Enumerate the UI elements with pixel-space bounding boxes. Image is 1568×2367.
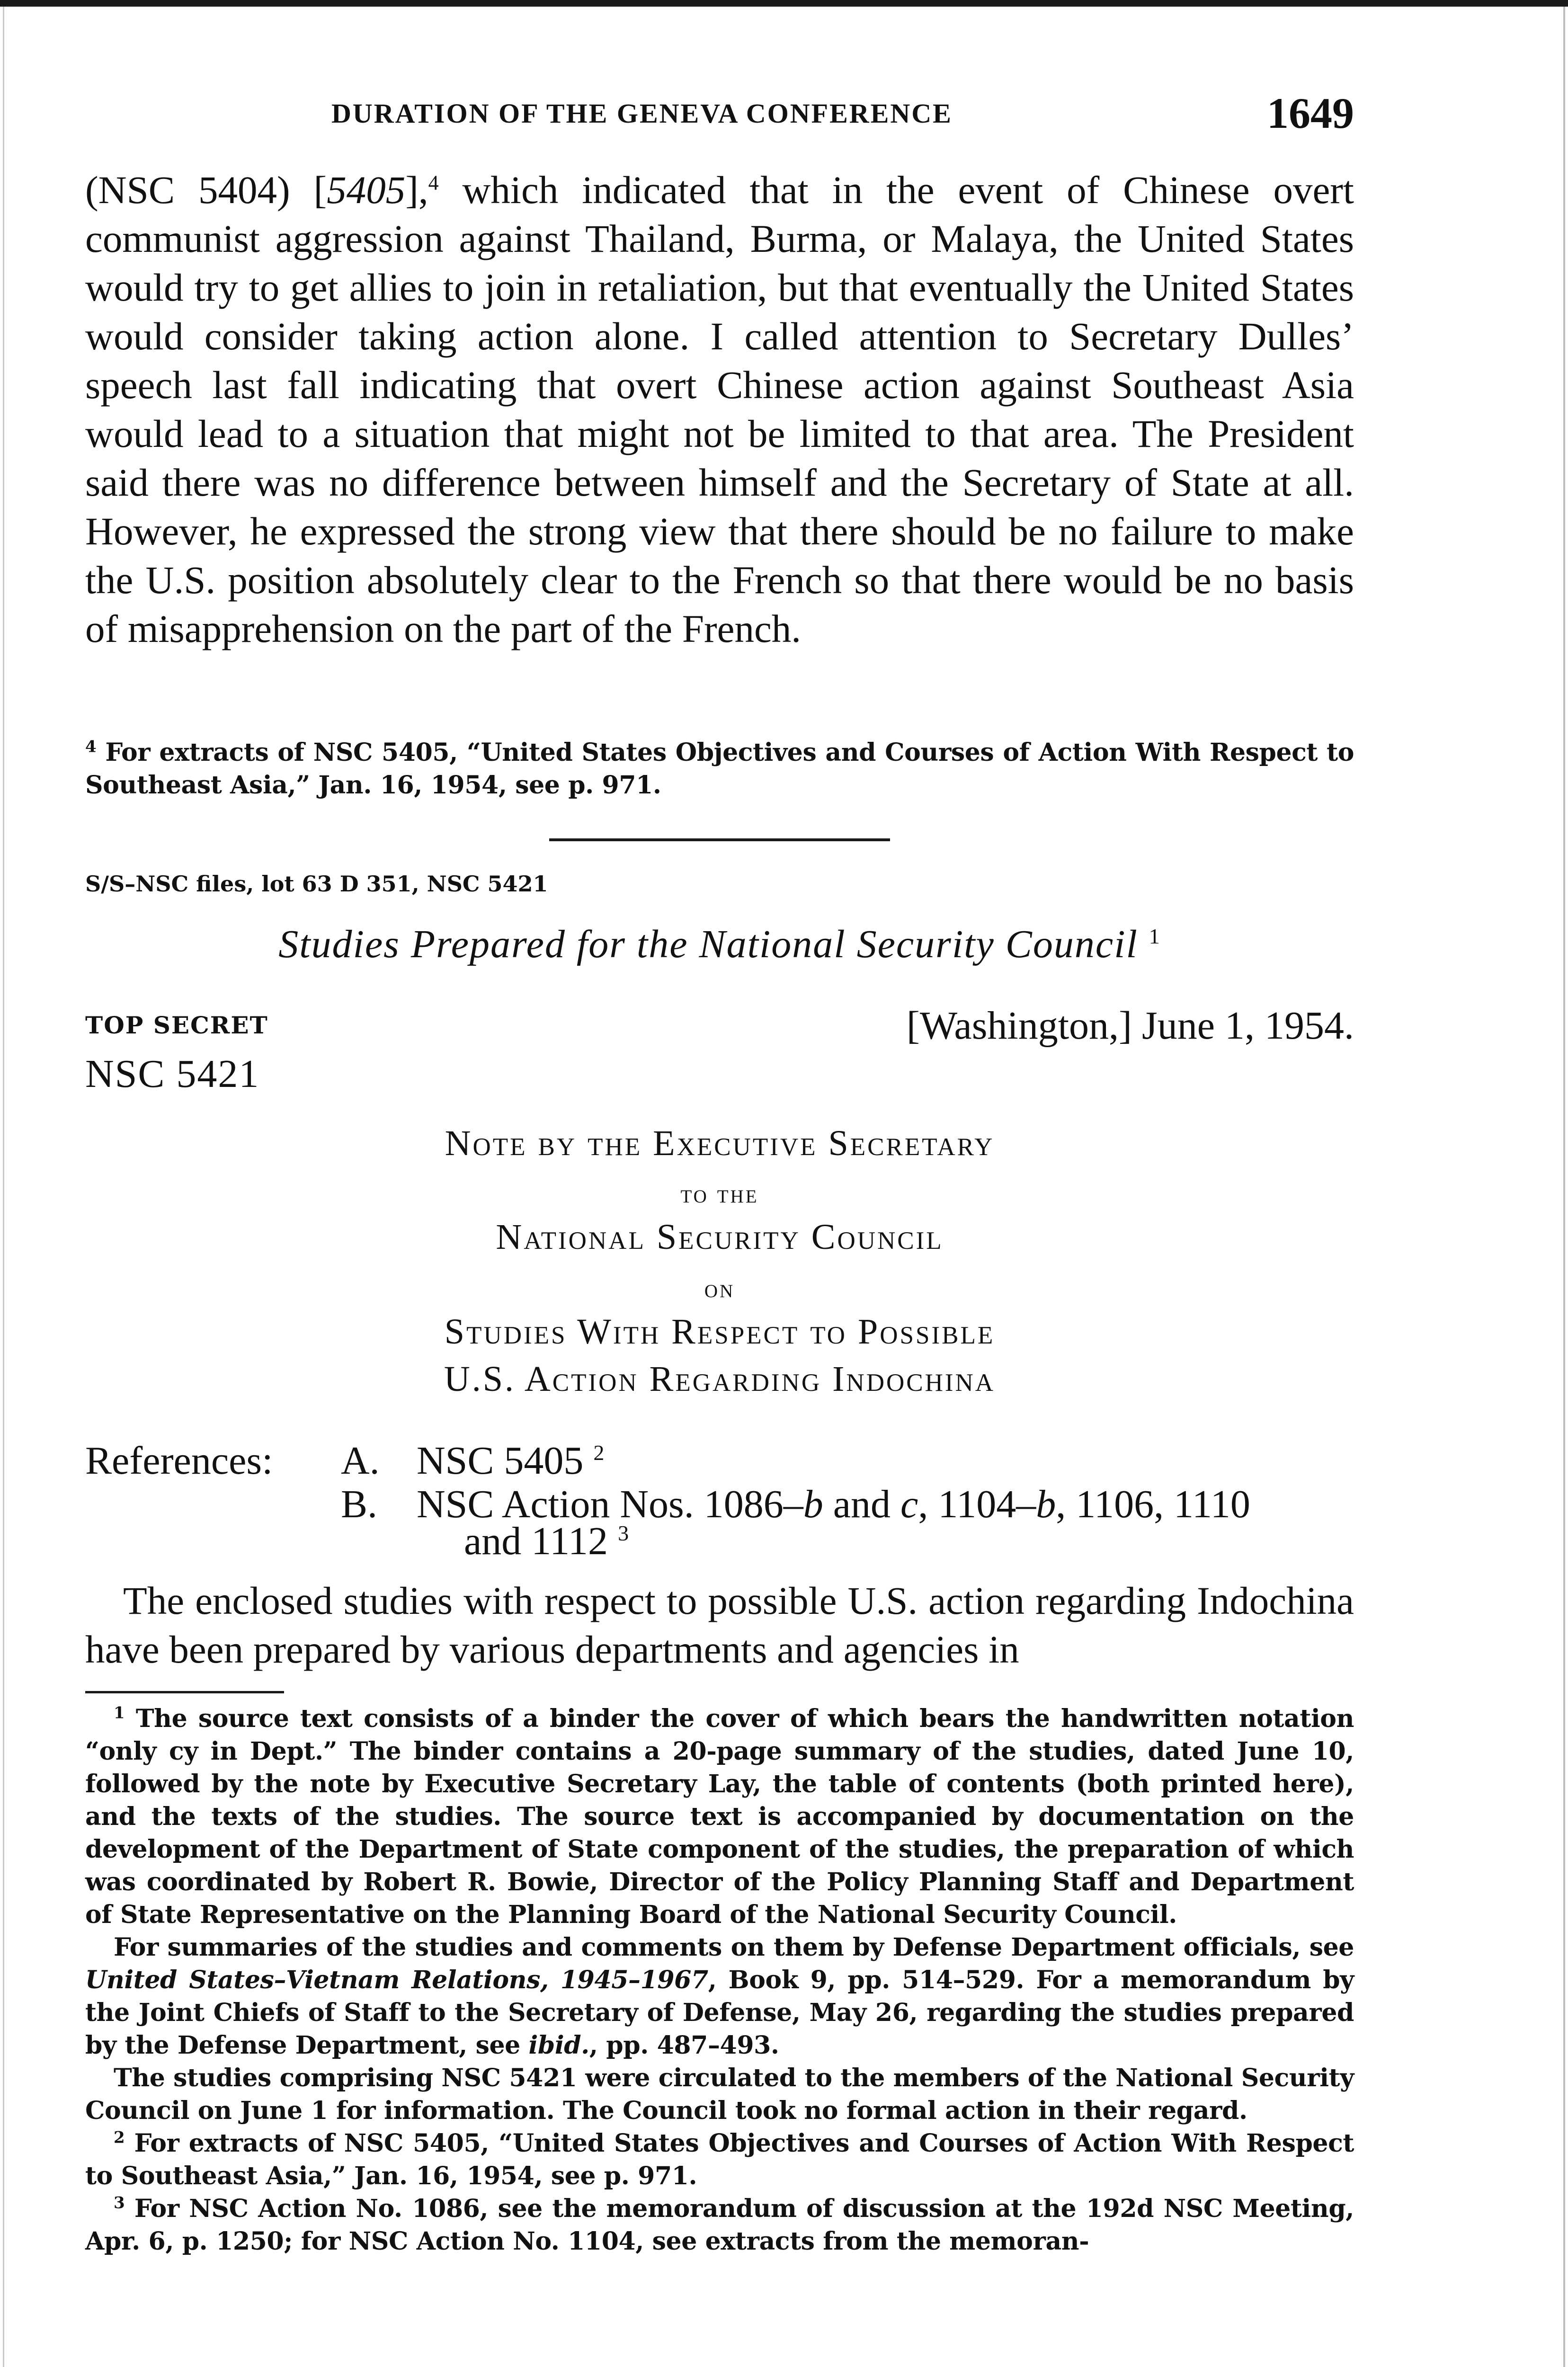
footnote-1-para-2 — [85, 1931, 1354, 2062]
scan-right-edge — [1563, 7, 1565, 2367]
footnote-mark: 2 — [593, 1441, 605, 1465]
running-head-title: DURATION OF THE GENEVA CONFERENCE — [331, 98, 953, 129]
footnote-text: , Book 9, pp. 514–529. For a memorandum by the Joint Chiefs of Staff to the Secretary of Defense, May 26, regarding the studies prepared by the Defense Department, see — [85, 1966, 1354, 2060]
scan-top-edge — [0, 0, 1568, 7]
note-heading-line: U.S. Action Regarding Indochina — [444, 1359, 996, 1399]
section-divider — [549, 838, 890, 841]
footnote-text: For extracts of NSC 5405, “United States Objectives and Courses of Action With Respect to Southeast Asia,” Jan. 16, 1954, see p. 971. — [85, 2129, 1354, 2190]
top-paragraph — [85, 166, 1354, 653]
reference-a — [417, 1439, 604, 1483]
note-heading-line: on — [704, 1274, 735, 1303]
reference-b-text: NSC Action Nos. 1086– — [417, 1482, 803, 1526]
top-paragraph-text: ], — [405, 168, 428, 212]
classification: TOP SECRET — [85, 1011, 268, 1039]
footnotes-block — [85, 1702, 1354, 2258]
reference-a-letter: A. — [341, 1439, 380, 1483]
source-reference: S/S–NSC files, lot 63 D 351, NSC 5421 — [85, 871, 548, 897]
footnote-mark: 4 — [85, 737, 97, 756]
italic-ref: 5405 — [327, 168, 406, 212]
footnote-text: For NSC Action No. 1086, see the memorandum of discussion at the 192d NSC Meeting, Apr. 6, p. 1250; for NSC Action No. 1104, see extracts from the memoran- — [85, 2194, 1354, 2256]
page-number: 1649 — [1267, 89, 1354, 137]
footnote-mark: 3 — [114, 2193, 125, 2213]
reference-b-continued — [464, 1520, 629, 1563]
scan-left-edge — [3, 7, 4, 2367]
footnote-text: For summaries of the studies and comments on them by Defense Department officials, see — [114, 1933, 1354, 1962]
footnote-2 — [85, 2127, 1354, 2192]
reference-b-letter: B. — [341, 1482, 378, 1526]
enclosed-paragraph: The enclosed studies with respect to possible U.S. action regarding Indochina have been prepared by various departments and agencies in — [85, 1579, 1354, 1671]
reference-b-italic: b — [1036, 1482, 1056, 1526]
footnote-mark: 1 — [114, 1703, 125, 1723]
document-title-text: Studies Prepared for the National Security Council — [278, 922, 1138, 966]
note-heading-line: National Security Council — [496, 1217, 944, 1257]
footnote-3 — [85, 2192, 1354, 2258]
note-heading-line: Note by the Executive Secretary — [445, 1123, 995, 1163]
footnote-italic: ibid. — [528, 2031, 589, 2060]
footnote-text: , pp. 487–493. — [589, 2031, 779, 2060]
reference-b-text: and — [823, 1482, 901, 1526]
reference-b-text: and 1112 — [464, 1519, 608, 1563]
top-paragraph-text: which indicated that in the event of Chinese overt communist aggression against Thailand, Burma, or Malaya, the United States would try to get allies to join in retaliation, but that eventually the United States would consider taking action alone. I called attention to Secretary Dulles’ speech last fall indicating that overt Chinese action against Southeast Asia would lead to a situation that might not be limited to that area. The President said there was no difference between himself and the Secretary of State at all. However, he expressed the strong view that there should be no failure to make the U.S. position absolutely clear to the French so that there would be no basis of misapprehension on the part of the French. — [85, 168, 1354, 650]
footnote-italic: United States–Vietnam Relations, 1945–1967 — [85, 1966, 708, 1994]
reference-b-italic: b — [803, 1482, 823, 1526]
footnote-mark: 1 — [1149, 924, 1161, 948]
note-heading-line: to the — [680, 1179, 759, 1209]
references-label: References: — [85, 1439, 273, 1483]
reference-a-text: NSC 5405 — [417, 1439, 584, 1483]
footnote-text: The source text consists of a binder the cover of which bears the handwritten notation “only cy in Dept.” The binder contains a 20-page summary of the studies, dated June 10, followed by the note by Executive Secretary Lay, the table of contents (both printed here), and the texts of the studies. The source text is accompanied by documentation on the development of the Department of State component of the studies, the preparation of which was coordinated by Robert R. Bowie, Director of the Policy Planning Staff and Department of State Representative on the Planning Board of the National Security Council. — [85, 1704, 1354, 1929]
dateline: [Washington,] June 1, 1954. — [906, 1004, 1354, 1048]
footnote-1-para-3: The studies comprising NSC 5421 were circulated to the members of the National Security Council on June 1 for information. The Council took no formal action in their regard. — [85, 2064, 1354, 2125]
note-heading-line: Studies With Respect to Possible — [444, 1312, 995, 1352]
nsc-number: NSC 5421 — [85, 1052, 260, 1096]
reference-b-text: , 1106, 1110 — [1056, 1482, 1250, 1526]
document-title — [85, 921, 1354, 967]
footnote-text: For extracts of NSC 5405, “United States Objectives and Courses of Action With Respect to Southeast Asia,” Jan. 16, 1954, see p. 971. — [85, 738, 1354, 800]
footnote-rule — [85, 1691, 284, 1693]
running-head — [85, 88, 1354, 140]
top-paragraph-text: (NSC 5404) [ — [85, 168, 327, 212]
footnote-mark: 4 — [428, 171, 439, 195]
footnote-mark: 3 — [618, 1521, 629, 1545]
reference-b-text: , 1104– — [918, 1482, 1036, 1526]
reference-b-italic: c — [900, 1482, 918, 1526]
footnote-mark: 2 — [114, 2128, 125, 2147]
footnote-4 — [85, 736, 1354, 801]
footnote-1 — [85, 1702, 1354, 1931]
